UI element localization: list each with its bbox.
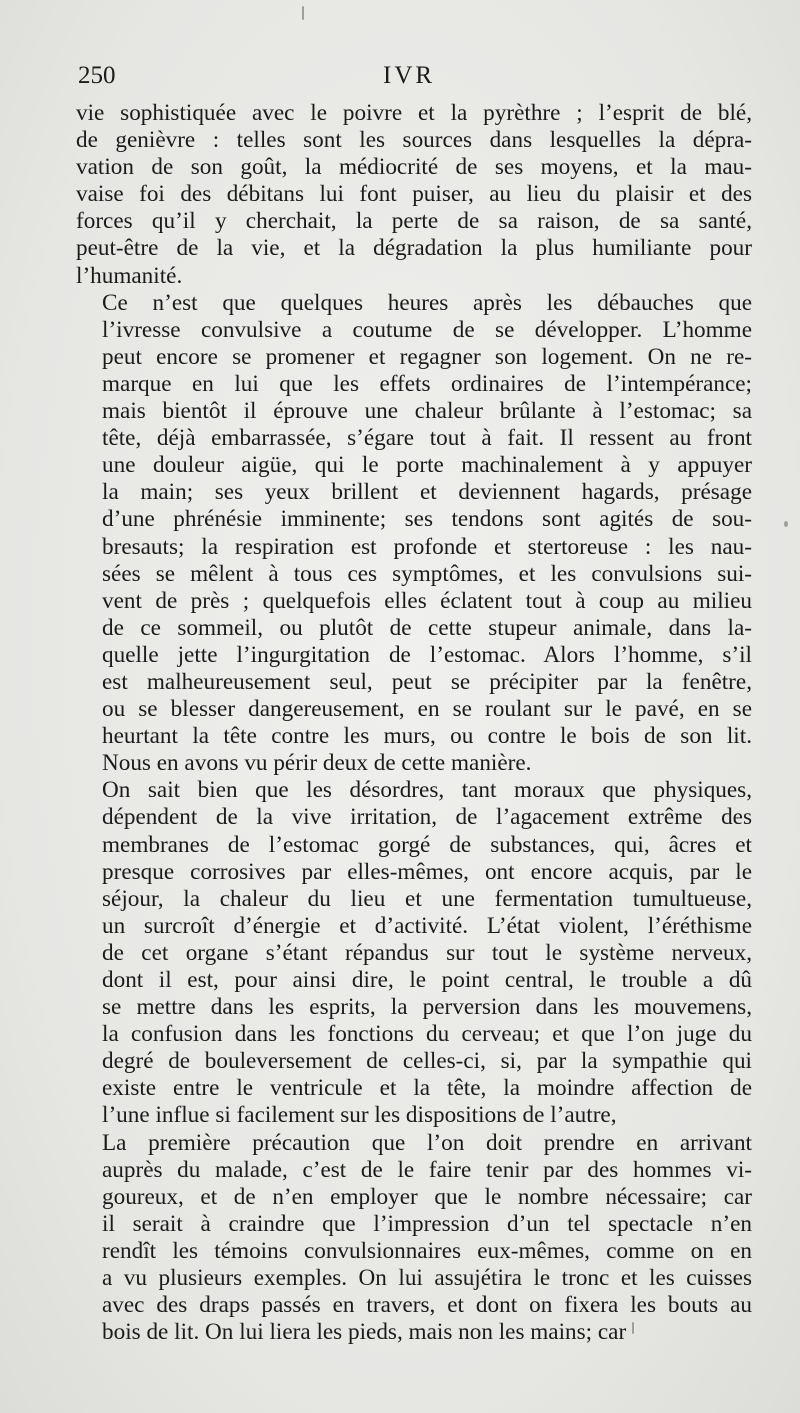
text-line: marque en lui que les effets ordinaires de l’intempérance; <box>102 370 752 397</box>
page-header <box>78 62 748 96</box>
text-line: séjour, la chaleur du lieu et une fermentation tumultueuse, <box>102 885 752 912</box>
text-line: membranes de l’estomac gorgé de substances, qui, âcres et <box>102 831 752 858</box>
text-line: la confusion dans les fonctions du cerveau; et que l’on juge du <box>102 1021 752 1048</box>
paragraph <box>76 100 752 290</box>
paper-speck <box>632 1322 634 1334</box>
text-line: goureux, et de n’en employer que le nombre nécessaire; car <box>102 1183 752 1210</box>
text-line: bois de lit. On lui liera les pieds, mais non les mains; car <box>102 1319 627 1346</box>
text-line: On sait bien que les désordres, tant moraux que physiques, <box>102 777 752 804</box>
text-line: l’humanité. <box>76 262 183 289</box>
text-line: La première précaution que l’on doit prendre en arrivant <box>102 1129 752 1156</box>
paragraph <box>76 777 752 1129</box>
text-line: ou se blesser dangereusement, en se roulant sur le pavé, en se <box>102 696 752 723</box>
page-number: 250 <box>78 62 116 89</box>
text-line: il serait à craindre que l’impression d’un tel spectacle n’en <box>102 1210 752 1237</box>
text-line: l’une influe si facilement sur les dispositions de l’autre, <box>102 1102 617 1129</box>
text-line: vent de près ; quelquefois elles éclatent tout à coup au milieu <box>102 587 752 614</box>
text-line: d’une phrénésie imminente; ses tendons sont agités de sou- <box>102 506 752 533</box>
text-line: de cet organe s’étant répandus sur tout le système nerveux, <box>102 939 752 966</box>
text-line: existe entre le ventricule et la tête, la moindre affection de <box>102 1075 752 1102</box>
text-line: vie sophistiquée avec le poivre et la pyrèthre ; l’esprit de blé, <box>76 100 752 126</box>
paragraph <box>76 290 752 778</box>
paper-speck <box>302 6 304 20</box>
text-line: rendît les témoins convulsionnaires eux-mêmes, comme on en <box>102 1237 752 1264</box>
text-line: quelle jette l’ingurgitation de l’estomac. Alors l’homme, s’il <box>102 641 752 668</box>
text-line: a vu plusieurs exemples. On lui assujétira le tronc et les cuisses <box>102 1265 752 1292</box>
text-line: sées se mêlent à tous ces symptômes, et les convulsions sui- <box>102 560 752 587</box>
text-line: la main; ses yeux brillent et deviennent hagards, présage <box>102 479 752 506</box>
text-line: mais bientôt il éprouve une chaleur brûlante à l’estomac; sa <box>102 398 752 425</box>
text-line: heurtant la tête contre les murs, ou contre le bois de son lit. <box>102 723 752 750</box>
text-line: avec des draps passés en travers, et dont on fixera les bouts au <box>102 1292 752 1319</box>
paragraph <box>76 1130 752 1347</box>
text-line: degré de bouleversement de celles-ci, si, par la sympathie qui <box>102 1048 752 1075</box>
running-head: IVR <box>383 62 436 89</box>
text-line: dont il est, pour ainsi dire, le point central, le trouble a dû <box>102 967 752 993</box>
text-line: une douleur aigüe, qui le porte machinalement à y appuyer <box>102 452 752 479</box>
text-line: vation de son goût, la médiocrité de ses moyens, et la mau- <box>76 154 752 181</box>
text-line: de ce sommeil, ou plutôt de cette stupeur animale, dans la- <box>102 614 752 641</box>
text-line: de genièvre : telles sont les sources dans lesquelles la dépra- <box>76 127 752 154</box>
text-line: un surcroît d’énergie et d’activité. L’état violent, l’éréthisme <box>102 912 752 939</box>
text-line: peut-être de la vie, et la dégradation la plus humiliante pour <box>76 235 752 262</box>
text-line: presque corrosives par elles-mêmes, ont encore acquis, par le <box>102 858 752 885</box>
text-line: vaise foi des débitans lui font puiser, au lieu du plaisir et des <box>76 181 752 208</box>
text-line: forces qu’il y cherchait, la perte de sa raison, de sa santé, <box>76 208 752 235</box>
text-line: est malheureusement seul, peut se précipiter par la fenêtre, <box>102 668 752 695</box>
text-line: l’ivresse convulsive a coutume de se développer. L’homme <box>102 316 752 343</box>
text-line: peut encore se promener et regagner son logement. On ne re- <box>102 343 752 370</box>
paper-speck <box>784 521 788 527</box>
text-line: tête, déjà embarrassée, s’égare tout à fait. Il ressent au front <box>102 425 752 452</box>
text-line: dépendent de la vive irritation, de l’agacement extrême des <box>102 804 752 831</box>
text-line: Ce n’est que quelques heures après les débauches que <box>102 289 752 316</box>
body-text <box>76 100 752 1346</box>
text-line: auprès du malade, c’est de le faire tenir par des hommes vi- <box>102 1156 752 1183</box>
text-line: Nous en avons vu périr deux de cette manière. <box>102 750 532 777</box>
text-line: se mettre dans les esprits, la perversion dans les mouvemens, <box>102 994 752 1021</box>
text-line: bresauts; la respiration est profonde et stertoreuse : les nau- <box>102 533 752 560</box>
